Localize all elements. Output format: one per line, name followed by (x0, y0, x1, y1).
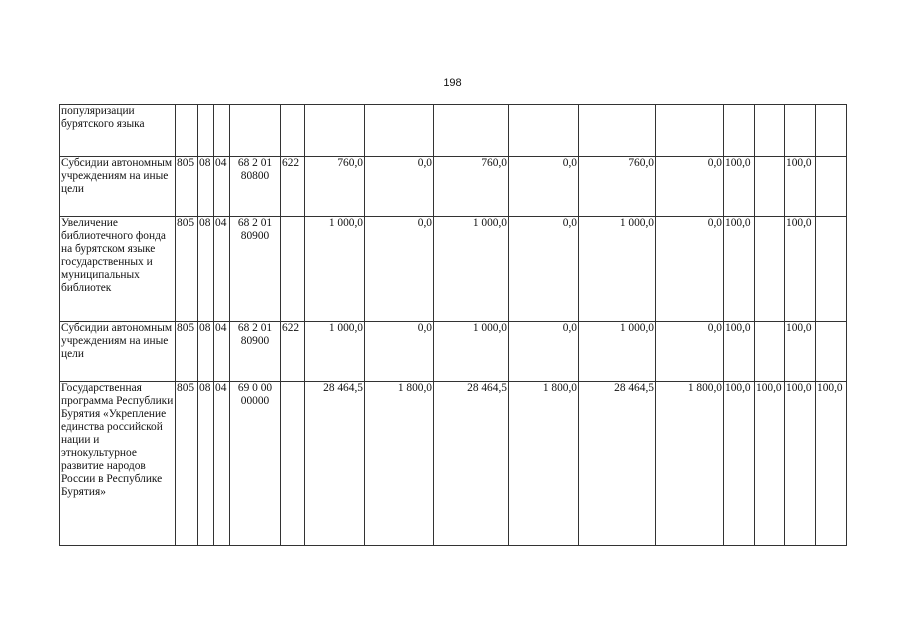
target-article-cell (230, 105, 281, 157)
budget-table (59, 104, 847, 546)
percent-cell-3: 100,0 (785, 157, 816, 217)
expense-type-cell (281, 217, 305, 322)
row-name-cell: Государственная программа Республики Бурятия «Укрепление единства российской нации и этнокультурное развитие народов России в Республике Бурятия» (60, 382, 176, 546)
amount-cell-1: 28 464,5 (305, 382, 365, 546)
amount-cell-1: 760,0 (305, 157, 365, 217)
percent-cell-1 (724, 105, 755, 157)
grbs-cell: 805 (176, 217, 198, 322)
percent-cell-4 (816, 322, 847, 382)
row-name-cell: популяризации бурятского языка (60, 105, 176, 157)
target-article-cell: 68 2 01 80900 (230, 322, 281, 382)
amount-cell-2: 0,0 (365, 157, 434, 217)
section-cell: 08 (198, 157, 214, 217)
percent-cell-2 (755, 217, 785, 322)
amount-cell-4 (509, 105, 579, 157)
amount-cell-6 (656, 105, 724, 157)
amount-cell-5: 1 000,0 (579, 217, 656, 322)
section-cell: 08 (198, 217, 214, 322)
section-cell (198, 105, 214, 157)
expense-type-cell (281, 382, 305, 546)
target-article-cell: 68 2 01 80900 (230, 217, 281, 322)
percent-cell-1: 100,0 (724, 382, 755, 546)
row-name-cell: Субсидии автономным учреждениям на иные цели (60, 157, 176, 217)
percent-cell-4: 100,0 (816, 382, 847, 546)
percent-cell-1: 100,0 (724, 217, 755, 322)
expense-type-cell: 622 (281, 157, 305, 217)
table-row (60, 322, 847, 382)
target-article-cell: 68 2 01 80800 (230, 157, 281, 217)
grbs-cell (176, 105, 198, 157)
amount-cell-2: 0,0 (365, 322, 434, 382)
percent-cell-4 (816, 105, 847, 157)
expense-type-cell: 622 (281, 322, 305, 382)
percent-cell-4 (816, 217, 847, 322)
percent-cell-2 (755, 105, 785, 157)
section-cell: 08 (198, 382, 214, 546)
percent-cell-1: 100,0 (724, 322, 755, 382)
amount-cell-3: 760,0 (434, 157, 509, 217)
table-row (60, 157, 847, 217)
amount-cell-6: 1 800,0 (656, 382, 724, 546)
row-name-cell: Увеличение библиотечного фонда на бурятском языке государственных и муниципальных библиотек (60, 217, 176, 322)
amount-cell-5: 760,0 (579, 157, 656, 217)
amount-cell-1: 1 000,0 (305, 322, 365, 382)
grbs-cell: 805 (176, 322, 198, 382)
row-name-cell: Субсидии автономным учреждениям на иные цели (60, 322, 176, 382)
percent-cell-4 (816, 157, 847, 217)
percent-cell-2: 100,0 (755, 382, 785, 546)
amount-cell-2 (365, 105, 434, 157)
percent-cell-2 (755, 322, 785, 382)
amount-cell-3 (434, 105, 509, 157)
amount-cell-5: 1 000,0 (579, 322, 656, 382)
amount-cell-4: 0,0 (509, 217, 579, 322)
subsection-cell (214, 105, 230, 157)
subsection-cell: 04 (214, 322, 230, 382)
amount-cell-5 (579, 105, 656, 157)
amount-cell-3: 1 000,0 (434, 217, 509, 322)
amount-cell-2: 1 800,0 (365, 382, 434, 546)
percent-cell-3: 100,0 (785, 322, 816, 382)
subsection-cell: 04 (214, 157, 230, 217)
percent-cell-3: 100,0 (785, 382, 816, 546)
table-row (60, 382, 847, 546)
amount-cell-1: 1 000,0 (305, 217, 365, 322)
percent-cell-2 (755, 157, 785, 217)
section-cell: 08 (198, 322, 214, 382)
grbs-cell: 805 (176, 382, 198, 546)
amount-cell-6: 0,0 (656, 157, 724, 217)
target-article-cell: 69 0 00 00000 (230, 382, 281, 546)
amount-cell-4: 0,0 (509, 322, 579, 382)
amount-cell-1 (305, 105, 365, 157)
percent-cell-3: 100,0 (785, 217, 816, 322)
amount-cell-5: 28 464,5 (579, 382, 656, 546)
amount-cell-6: 0,0 (656, 217, 724, 322)
amount-cell-4: 1 800,0 (509, 382, 579, 546)
table-body (60, 105, 847, 546)
table-row (60, 217, 847, 322)
amount-cell-4: 0,0 (509, 157, 579, 217)
percent-cell-1: 100,0 (724, 157, 755, 217)
page-number: 198 (443, 77, 462, 89)
table-row (60, 105, 847, 157)
expense-type-cell (281, 105, 305, 157)
amount-cell-6: 0,0 (656, 322, 724, 382)
subsection-cell: 04 (214, 382, 230, 546)
amount-cell-3: 28 464,5 (434, 382, 509, 546)
percent-cell-3 (785, 105, 816, 157)
grbs-cell: 805 (176, 157, 198, 217)
amount-cell-2: 0,0 (365, 217, 434, 322)
amount-cell-3: 1 000,0 (434, 322, 509, 382)
subsection-cell: 04 (214, 217, 230, 322)
